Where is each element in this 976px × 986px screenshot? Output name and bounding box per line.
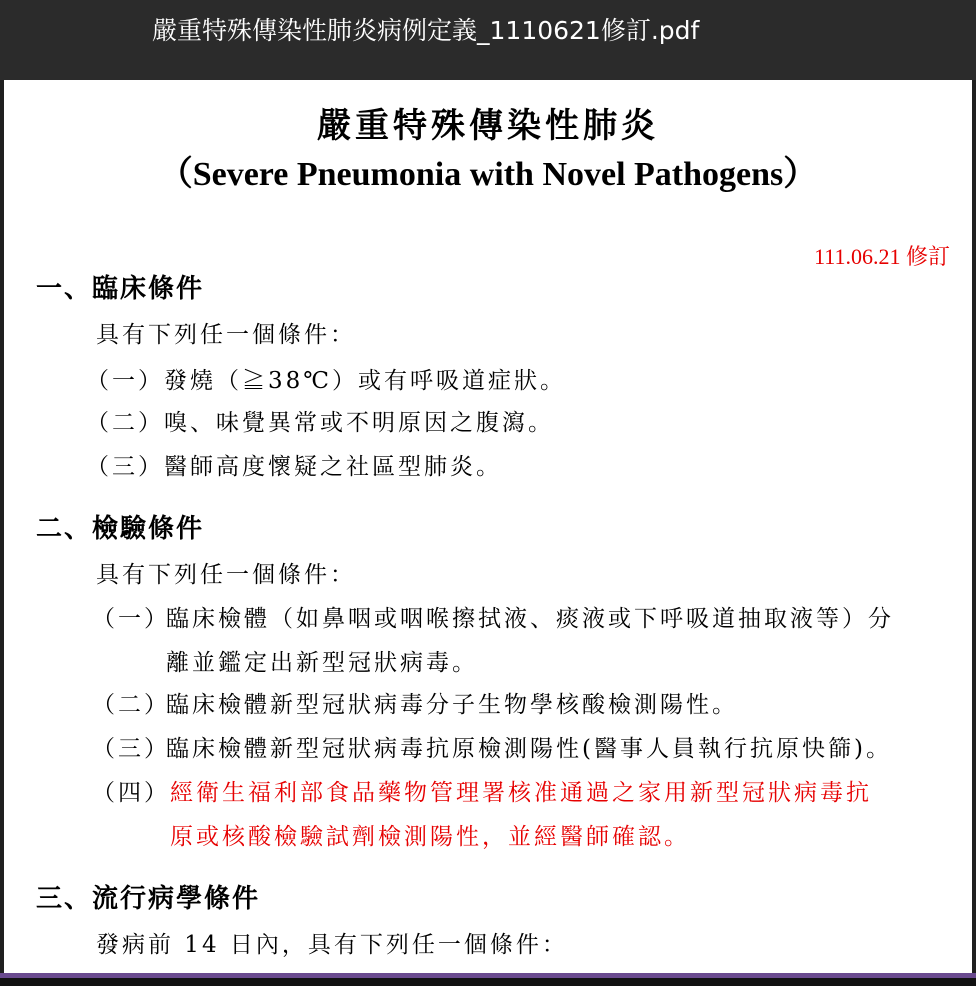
section-intro: 發病前 14 日內，具有下列任一個條件：: [96, 932, 568, 958]
list-item-marker: （四）: [92, 780, 170, 806]
list-item: 臨床檢體新型冠狀病毒分子生物學核酸檢測陽性。: [166, 692, 738, 718]
document-subtitle: （Severe Pneumonia with Novel Pathogens）: [158, 156, 818, 193]
section-heading-lab: 二、檢驗條件: [36, 514, 205, 544]
section-heading-epidemiology: 三、流行病學條件: [36, 884, 261, 914]
list-item-marker: （二）: [92, 692, 170, 718]
list-item-continuation: 離並鑑定出新型冠狀病毒。: [166, 650, 478, 676]
list-item: 臨床檢體新型冠狀病毒抗原檢測陽性(醫事人員執行抗原快篩)。: [166, 736, 892, 762]
list-item: （二）嗅、味覺異常或不明原因之腹瀉。: [86, 410, 554, 436]
list-item: 臨床檢體（如鼻咽或咽喉擦拭液、痰液或下呼吸道抽取液等）分: [166, 606, 894, 632]
section-intro: 具有下列任一個條件：: [96, 562, 356, 588]
document-title: 嚴重特殊傳染性肺炎: [317, 106, 659, 146]
window-title: 嚴重特殊傳染性肺炎病例定義_1110621修訂.pdf: [152, 16, 700, 45]
window-bottom-edge: [0, 978, 976, 986]
list-item-continuation-highlighted: 原或核酸檢驗試劑檢測陽性，並經醫師確認。: [170, 824, 690, 850]
list-item-marker: （三）: [92, 736, 170, 762]
revision-date: 111.06.21 修訂: [814, 244, 950, 269]
list-item: （一）發燒（≧38℃）或有呼吸道症狀。: [86, 368, 566, 394]
list-item: （三）醫師高度懷疑之社區型肺炎。: [86, 454, 502, 480]
pdf-page: [4, 80, 972, 973]
section-heading-clinical: 一、臨床條件: [36, 274, 205, 304]
section-intro: 具有下列任一個條件：: [96, 322, 356, 348]
list-item-marker: （一）: [92, 606, 170, 632]
list-item-highlighted: 經衛生福利部食品藥物管理署核准通過之家用新型冠狀病毒抗: [170, 780, 872, 806]
title-bar: [0, 0, 976, 80]
